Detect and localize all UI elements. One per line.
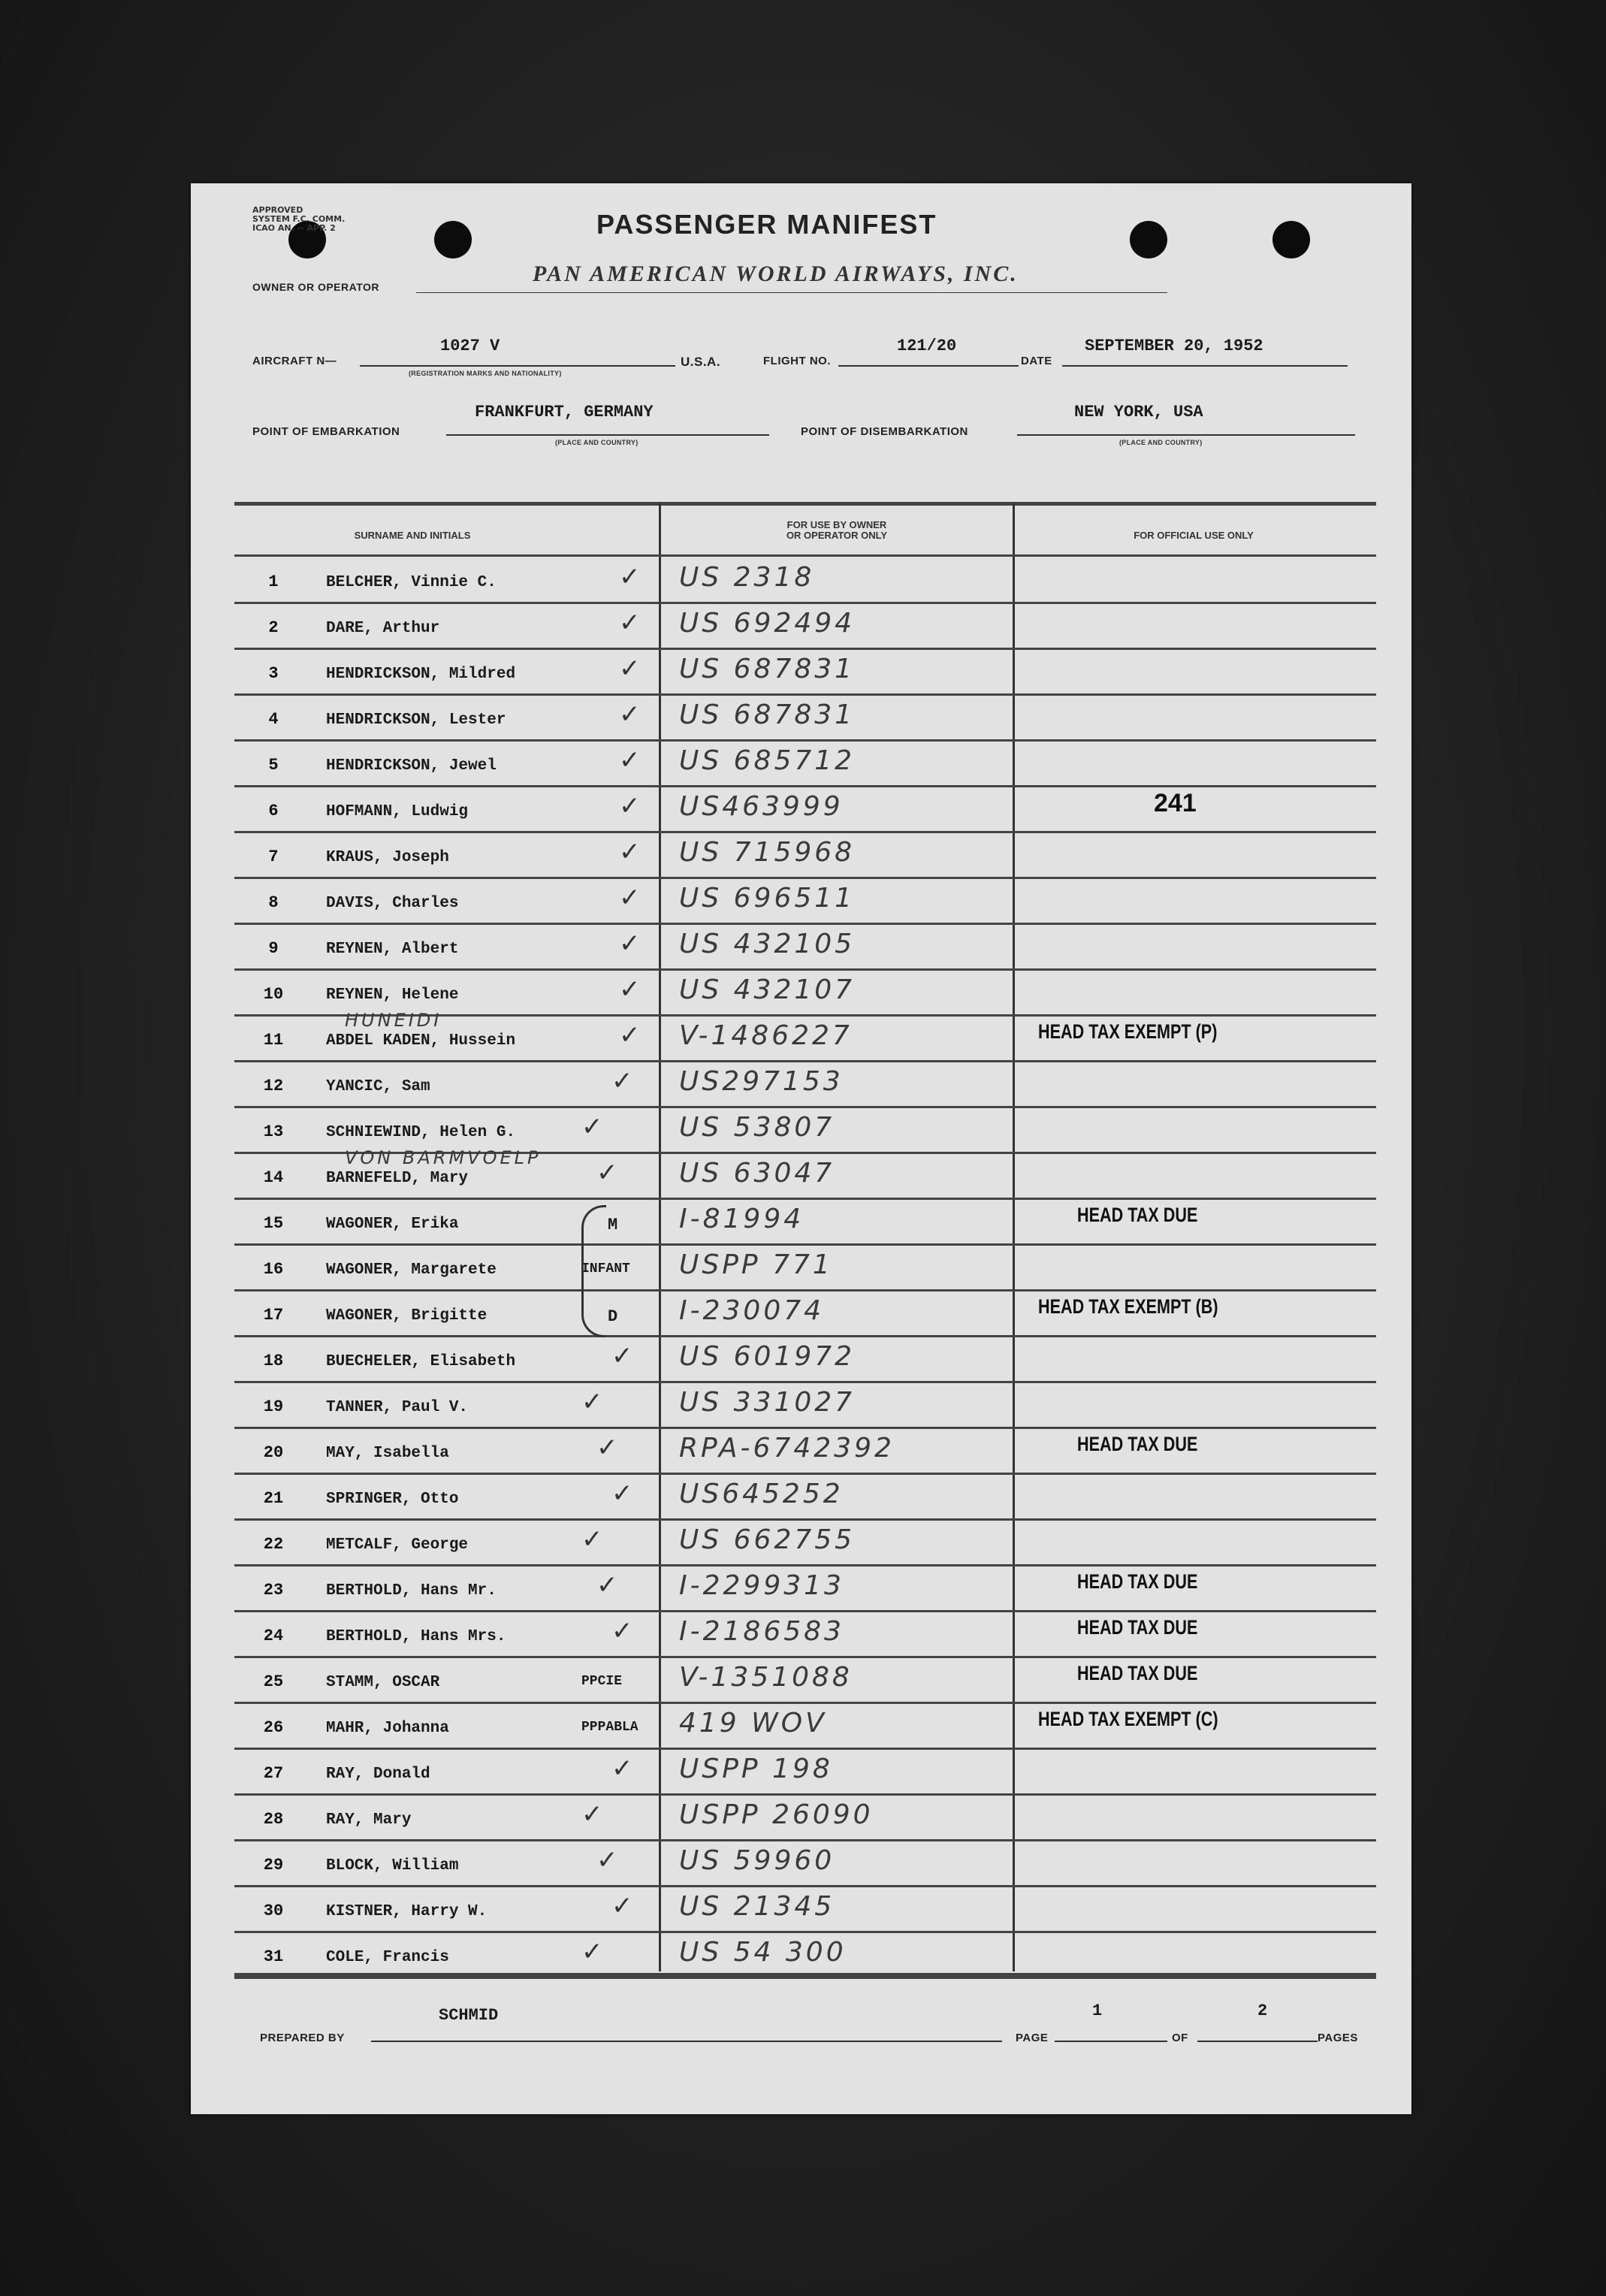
embark-underline xyxy=(446,434,769,436)
row-number: 19 xyxy=(263,1397,284,1416)
row-divider xyxy=(234,877,1376,879)
passenger-name: HENDRICKSON, Mildred xyxy=(326,666,516,683)
page-title: PASSENGER MANIFEST xyxy=(596,209,937,240)
aircraft-value: 1027 V xyxy=(440,337,500,355)
row-divider xyxy=(234,1610,1376,1612)
row-divider xyxy=(234,1564,1376,1566)
row-number: 20 xyxy=(263,1443,284,1462)
row-number: 13 xyxy=(263,1122,284,1141)
punch-hole xyxy=(1272,221,1310,258)
pages-value: 2 xyxy=(1257,2001,1268,2020)
passenger-name: MAY, Isabella xyxy=(326,1445,449,1462)
row-divider xyxy=(234,1289,1376,1292)
row-number: 7 xyxy=(268,847,279,866)
travel-document-number: US 53807 xyxy=(679,1112,835,1143)
check-mark-icon: ✓ xyxy=(619,974,641,1005)
col-owner-header xyxy=(664,520,1010,541)
row-number: 9 xyxy=(268,939,279,958)
passenger-name: ABDEL KADEN, Hussein xyxy=(326,1032,516,1050)
pages-label: PAGES xyxy=(1318,2032,1358,2044)
col-owner-header-line: OR OPERATOR ONLY xyxy=(786,530,888,541)
official-note: HEAD TAX DUE xyxy=(1077,1570,1198,1593)
official-note: HEAD TAX DUE xyxy=(1077,1204,1198,1226)
travel-document-number: I-230074 xyxy=(679,1295,825,1326)
travel-document-number: US 54 300 xyxy=(679,1937,847,1968)
passenger-name: WAGONER, Erika xyxy=(326,1216,459,1233)
row-number: 16 xyxy=(263,1260,284,1279)
check-mark-icon: ✓ xyxy=(619,562,641,592)
flight-value: 121/20 xyxy=(897,337,957,355)
check-mark-icon: ✓ xyxy=(611,1891,633,1921)
date-value: SEPTEMBER 20, 1952 xyxy=(1085,337,1263,355)
official-note: HEAD TAX EXEMPT (P) xyxy=(1038,1020,1218,1043)
travel-document-number: 419 WOV xyxy=(679,1708,827,1739)
row-number: 1 xyxy=(268,572,279,591)
travel-document-number: US 685712 xyxy=(679,745,856,776)
passenger-name: SCHNIEWIND, Helen G. xyxy=(326,1124,516,1141)
approval-block xyxy=(252,206,345,233)
passenger-name: BERTHOLD, Hans Mrs. xyxy=(326,1628,506,1645)
row-number: 4 xyxy=(268,710,279,729)
disembark-value: NEW YORK, USA xyxy=(1074,403,1203,421)
row-number: 23 xyxy=(263,1581,284,1600)
check-mark-icon: ✓ xyxy=(619,883,641,913)
check-mark-icon: ✓ xyxy=(619,654,641,684)
row-number: 15 xyxy=(263,1214,284,1233)
row-number: 5 xyxy=(268,756,279,775)
column-divider xyxy=(659,503,661,1971)
column-divider xyxy=(1013,503,1015,1971)
row-number: 25 xyxy=(263,1672,284,1691)
owner-underline xyxy=(416,292,1167,293)
aircraft-sublabel: (REGISTRATION MARKS AND NATIONALITY) xyxy=(409,370,562,377)
row-divider xyxy=(234,831,1376,833)
passenger-name: REYNEN, Helene xyxy=(326,986,459,1004)
row-number: 6 xyxy=(268,802,279,820)
row-number: 11 xyxy=(263,1031,284,1050)
passenger-name: COLE, Francis xyxy=(326,1949,449,1966)
travel-document-number: US 21345 xyxy=(679,1891,835,1922)
passenger-name: BELCHER, Vinnie C. xyxy=(326,574,497,591)
check-mark-icon: ✓ xyxy=(581,1799,603,1829)
row-divider xyxy=(234,602,1376,604)
owner-label: OWNER OR OPERATOR xyxy=(252,281,379,293)
travel-document-number: USPP 771 xyxy=(679,1249,833,1280)
approval-line: ICAO AN. -- APP. 2 xyxy=(252,223,336,233)
row-divider xyxy=(234,1427,1376,1429)
of-label: OF xyxy=(1172,2032,1188,2044)
row-divider xyxy=(234,1473,1376,1475)
operator-name: PAN AMERICAN WORLD AIRWAYS, INC. xyxy=(533,261,1019,286)
family-bracket xyxy=(581,1205,606,1337)
embark-label: POINT OF EMBARKATION xyxy=(252,425,400,438)
approval-line: APPROVED xyxy=(252,205,303,215)
travel-document-number: V-1351088 xyxy=(679,1662,853,1693)
check-mark-icon: ✓ xyxy=(619,791,641,821)
flight-underline xyxy=(838,365,1019,367)
row-number: 14 xyxy=(263,1168,284,1187)
check-mark-icon: ✓ xyxy=(619,1020,641,1050)
row-divider xyxy=(234,1381,1376,1383)
table-bottom-border xyxy=(234,1973,1376,1977)
row-number: 3 xyxy=(268,664,279,683)
embark-sublabel: (PLACE AND COUNTRY) xyxy=(555,439,638,446)
row-number: 28 xyxy=(263,1810,284,1829)
check-mark-icon: ✓ xyxy=(581,1387,603,1417)
travel-document-number: US 432105 xyxy=(679,929,856,959)
travel-document-number: US297153 xyxy=(679,1066,844,1097)
row-number: 10 xyxy=(263,985,284,1004)
check-mark-icon: ✓ xyxy=(619,608,641,638)
header-bottom-border xyxy=(234,554,1376,557)
row-number: 18 xyxy=(263,1352,284,1370)
row-divider xyxy=(234,923,1376,925)
passenger-name: KRAUS, Joseph xyxy=(326,849,449,866)
row-divider xyxy=(234,1702,1376,1704)
page-label: PAGE xyxy=(1016,2032,1049,2044)
check-mark-icon: ✓ xyxy=(596,1845,618,1875)
check-mark-icon: ✓ xyxy=(581,1937,603,1967)
travel-document-number: I-2186583 xyxy=(679,1616,844,1647)
row-mark: INFANT xyxy=(581,1261,630,1276)
disembark-sublabel: (PLACE AND COUNTRY) xyxy=(1119,439,1203,446)
official-note: HEAD TAX DUE xyxy=(1077,1616,1198,1639)
row-mark: D xyxy=(608,1307,618,1326)
usa-label: U.S.A. xyxy=(681,355,721,369)
col-owner-header-line: FOR USE BY OWNER xyxy=(786,519,887,530)
row-divider xyxy=(234,1931,1376,1933)
travel-document-number: RPA-6742392 xyxy=(679,1433,895,1464)
row-mark: PPPABLA xyxy=(581,1720,638,1735)
travel-document-number: US 696511 xyxy=(679,883,856,914)
check-mark-icon: ✓ xyxy=(619,699,641,730)
check-mark-icon: ✓ xyxy=(619,837,641,867)
table-top-border xyxy=(234,502,1376,506)
row-number: 22 xyxy=(263,1535,284,1554)
travel-document-number: US 662755 xyxy=(679,1524,856,1555)
passenger-name: YANCIC, Sam xyxy=(326,1078,430,1095)
official-note: HEAD TAX EXEMPT (C) xyxy=(1038,1708,1218,1730)
row-number: 17 xyxy=(263,1306,284,1325)
aircraft-underline xyxy=(360,365,675,367)
travel-document-number: US 687831 xyxy=(679,654,856,684)
aircraft-label: AIRCRAFT N— xyxy=(252,355,337,367)
row-divider xyxy=(234,1518,1376,1521)
row-mark: M xyxy=(608,1216,618,1234)
prepared-underline xyxy=(371,2041,1002,2042)
passenger-name: DARE, Arthur xyxy=(326,620,440,637)
prepared-value: SCHMID xyxy=(439,2006,499,2025)
passenger-name: RAY, Mary xyxy=(326,1811,412,1829)
disembark-label: POINT OF DISEMBARKATION xyxy=(801,425,968,438)
date-label: DATE xyxy=(1021,355,1052,367)
travel-document-number: US 2318 xyxy=(679,562,815,593)
check-mark-icon: ✓ xyxy=(596,1158,618,1188)
travel-document-number: US 63047 xyxy=(679,1158,835,1189)
row-number: 24 xyxy=(263,1627,284,1645)
check-mark-icon: ✓ xyxy=(611,1754,633,1784)
row-divider xyxy=(234,1106,1376,1108)
row-divider xyxy=(234,1839,1376,1841)
passenger-name: BARNEFELD, Mary xyxy=(326,1170,469,1187)
row-number: 31 xyxy=(263,1947,284,1966)
flight-label: FLIGHT NO. xyxy=(763,355,831,367)
check-mark-icon: ✓ xyxy=(619,745,641,775)
passenger-name: METCALF, George xyxy=(326,1536,469,1554)
check-mark-icon: ✓ xyxy=(611,1341,633,1371)
passenger-name: HENDRICKSON, Jewel xyxy=(326,757,497,775)
check-mark-icon: ✓ xyxy=(596,1570,618,1600)
row-number: 21 xyxy=(263,1489,284,1508)
official-note: HEAD TAX DUE xyxy=(1077,1433,1198,1455)
row-divider xyxy=(234,1060,1376,1062)
punch-hole xyxy=(1130,221,1167,258)
approval-line: SYSTEM F.C. COMM. xyxy=(252,214,346,224)
passenger-name: REYNEN, Albert xyxy=(326,941,459,958)
row-divider xyxy=(234,648,1376,650)
travel-document-number: US 601972 xyxy=(679,1341,856,1372)
passenger-name: HOFMANN, Ludwig xyxy=(326,803,469,820)
row-divider xyxy=(234,1198,1376,1200)
passenger-name: MAHR, Johanna xyxy=(326,1720,449,1737)
row-divider xyxy=(234,739,1376,742)
col-surname-header: SURNAME AND INITIALS xyxy=(354,530,471,541)
official-note: HEAD TAX EXEMPT (B) xyxy=(1038,1295,1218,1318)
travel-document-number: V-1486227 xyxy=(679,1020,853,1051)
passenger-name: WAGONER, Margarete xyxy=(326,1261,497,1279)
travel-document-number: US 432107 xyxy=(679,974,856,1005)
travel-document-number: US 59960 xyxy=(679,1845,835,1876)
pages-underline xyxy=(1197,2041,1318,2042)
check-mark-icon: ✓ xyxy=(611,1616,633,1646)
check-mark-icon: ✓ xyxy=(596,1433,618,1463)
travel-document-number: US645252 xyxy=(679,1479,844,1509)
passenger-name: DAVIS, Charles xyxy=(326,895,459,912)
handwritten-annotation: VON BARMVOELP xyxy=(345,1147,542,1168)
check-mark-icon: ✓ xyxy=(619,929,641,959)
passenger-name: SPRINGER, Otto xyxy=(326,1491,459,1508)
check-mark-icon: ✓ xyxy=(581,1112,603,1142)
passenger-name: HENDRICKSON, Lester xyxy=(326,711,506,729)
travel-document-number: I-2299313 xyxy=(679,1570,844,1601)
row-divider xyxy=(234,693,1376,696)
prepared-label: PREPARED BY xyxy=(260,2032,345,2044)
row-divider xyxy=(234,1656,1376,1658)
row-number: 29 xyxy=(263,1856,284,1875)
travel-document-number: US 331027 xyxy=(679,1387,856,1418)
check-mark-icon: ✓ xyxy=(611,1066,633,1096)
travel-document-number: I-81994 xyxy=(679,1204,805,1234)
check-mark-icon: ✓ xyxy=(581,1524,603,1554)
passenger-name: BERTHOLD, Hans Mr. xyxy=(326,1582,497,1600)
travel-document-number: USPP 198 xyxy=(679,1754,833,1784)
row-divider xyxy=(234,1885,1376,1887)
row-mark: PPCIE xyxy=(581,1674,623,1689)
col-official-header: FOR OFFICIAL USE ONLY xyxy=(1134,530,1254,541)
embark-value: FRANKFURT, GERMANY xyxy=(475,403,654,421)
row-divider xyxy=(234,1748,1376,1750)
row-number: 27 xyxy=(263,1764,284,1783)
row-number: 8 xyxy=(268,893,279,912)
row-divider xyxy=(234,1243,1376,1246)
date-underline xyxy=(1062,365,1348,367)
row-divider xyxy=(234,968,1376,971)
passenger-name: RAY, Donald xyxy=(326,1766,430,1783)
row-divider xyxy=(234,1977,1376,1979)
row-number: 2 xyxy=(268,618,279,637)
row-number: 30 xyxy=(263,1902,284,1920)
passenger-name: BLOCK, William xyxy=(326,1857,459,1875)
passenger-name: TANNER, Paul V. xyxy=(326,1399,469,1416)
punch-hole xyxy=(434,221,472,258)
travel-document-number: US463999 xyxy=(679,791,844,822)
passenger-name: STAMM, OSCAR xyxy=(326,1674,440,1691)
row-number: 26 xyxy=(263,1718,284,1737)
travel-document-number: US 692494 xyxy=(679,608,856,639)
passenger-name: WAGONER, Brigitte xyxy=(326,1307,488,1325)
row-number: 12 xyxy=(263,1077,284,1095)
official-note: HEAD TAX DUE xyxy=(1077,1662,1198,1684)
page-underline xyxy=(1055,2041,1167,2042)
manifest-sheet xyxy=(191,183,1411,2114)
row-divider xyxy=(234,1793,1376,1796)
disembark-underline xyxy=(1017,434,1355,436)
row-divider xyxy=(234,1335,1376,1337)
check-mark-icon: ✓ xyxy=(611,1479,633,1509)
travel-document-number: US 715968 xyxy=(679,837,856,868)
travel-document-number: USPP 26090 xyxy=(679,1799,874,1830)
official-stamp-number: 241 xyxy=(1154,789,1197,817)
travel-document-number: US 687831 xyxy=(679,699,856,730)
row-divider xyxy=(234,785,1376,787)
page-value: 1 xyxy=(1092,2001,1103,2020)
passenger-name: BUECHELER, Elisabeth xyxy=(326,1353,516,1370)
passenger-name: KISTNER, Harry W. xyxy=(326,1903,488,1920)
handwritten-annotation: HUNEIDI xyxy=(345,1010,442,1031)
